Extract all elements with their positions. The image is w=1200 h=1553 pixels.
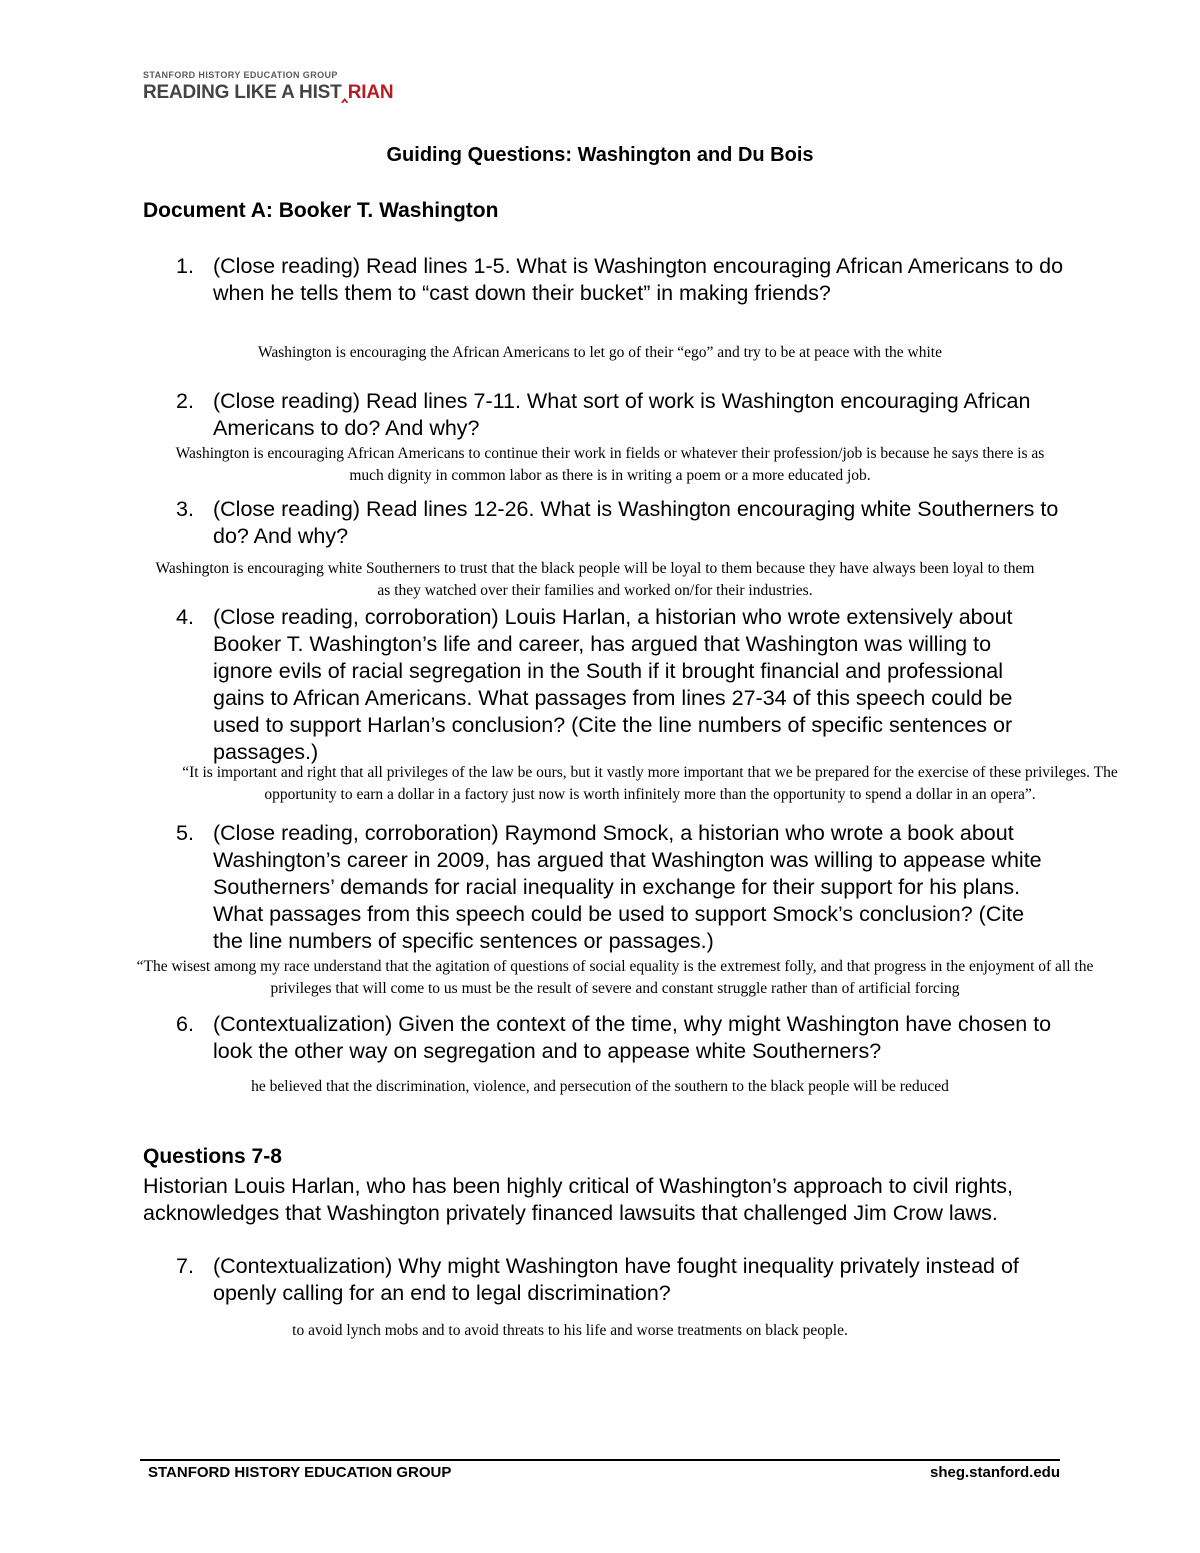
question-text: (Close reading) Read lines 7-11. What sort of work is Washington encouraging African Americans to do? And why? (213, 389, 1031, 440)
question-4 (176, 604, 1056, 766)
logo-o-mark-icon: ‸ (341, 82, 348, 103)
question-text: (Close reading, corroboration) Raymond Smock, a historian who wrote a book about Washington’s career in 2009, has argued that Washington was willing to appease white Southerners’ demands for racial inequality in exchange for their support for his plans. What passages from this speech could be used to support Smock’s conclusion? (Cite the line numbers of specific sentences or passages.) (213, 821, 1042, 953)
answer-1: Washington is encouraging the African Americans to let go of their “ego” and try to be at peace with the white (258, 344, 942, 361)
question-text: (Close reading) Read lines 12-26. What is Washington encouraging white Southerners to do? And why? (213, 497, 1059, 548)
answer-3: Washington is encouraging white Southerners to trust that the black people will be loyal to them because they have always been loyal to them as they watched over their families and worked on/for their industries. (155, 560, 1035, 599)
question-2 (176, 388, 1076, 442)
question-number: 3. (176, 497, 194, 521)
question-number: 2. (176, 389, 194, 413)
answer-6: he believed that the discrimination, violence, and persecution of the southern to the black people will be reduced (251, 1078, 949, 1095)
logo-title (143, 81, 393, 104)
question-number: 7. (176, 1254, 194, 1278)
question-3 (176, 496, 1076, 550)
answer-5: “The wisest among my race understand that the agitation of questions of social equality is the extremest folly, and that progress in the enjoyment of all the privileges that will come to us must be the result of severe and constant struggle rather than of artificial forcing (136, 958, 1094, 997)
question-7 (176, 1253, 1076, 1307)
question-number: 1. (176, 254, 194, 278)
answer-7: to avoid lynch mobs and to avoid threats to his life and worse treatments on black people. (292, 1322, 848, 1339)
answer-2: Washington is encouraging African Americans to continue their work in fields or whatever their profession/job is because he says there is as much dignity in common labor as there is in writing a poem or a more educated job. (175, 445, 1045, 484)
question-text: (Close reading) Read lines 1-5. What is Washington encouraging African Americans to do when he tells them to “cast down their bucket” in making friends? (213, 254, 1064, 305)
question-1 (176, 253, 1076, 307)
question-5 (176, 820, 1056, 955)
question-6 (176, 1011, 1076, 1065)
logo-subtitle: STANFORD HISTORY EDUCATION GROUP (143, 70, 338, 80)
question-text: (Contextualization) Given the context of the time, why might Washington have chosen to look the other way on segregation and to appease white Southerners? (213, 1012, 1052, 1063)
answer-4: “It is important and right that all privileges of the law be ours, but it vastly more important that we be prepared for the exercise of these privileges. The opportunity to earn a dollar in a factory just now is worth infinitely more than the opportunity to spend a dollar in an opera”. (182, 764, 1118, 803)
footer-divider (140, 1459, 1060, 1461)
footer-website: sheg.stanford.edu (929, 1464, 1060, 1481)
section-heading-questions-7-8: Questions 7-8 (143, 1145, 282, 1168)
question-text: (Contextualization) Why might Washington have fought inequality privately instead of openly calling for an end to legal discrimination? (213, 1254, 1019, 1305)
footer-organization: STANFORD HISTORY EDUCATION GROUP (148, 1464, 452, 1481)
reading-like-a-historian-logo (143, 70, 393, 104)
logo-title-part1: READING LIKE A HIST (143, 82, 342, 103)
question-number: 4. (176, 605, 194, 629)
logo-title-part2: RIAN (347, 82, 394, 103)
section-intro: Historian Louis Harlan, who has been highly critical of Washington’s approach to civil rights, acknowledges that Washington privately financed lawsuits that challenged Jim Crow laws. (143, 1174, 1013, 1225)
question-number: 5. (176, 821, 194, 845)
page-title: Guiding Questions: Washington and Du Bois (386, 144, 814, 166)
document-heading: Document A: Booker T. Washington (143, 199, 499, 222)
question-number: 6. (176, 1012, 194, 1036)
question-text: (Close reading, corroboration) Louis Harlan, a historian who wrote extensively about Booker T. Washington’s life and career, has argued that Washington was willing to ignore evils of racial segregation in the South if it brought financial and professional gains to African Americans. What passages from lines 27-34 of this speech could be used to support Harlan’s conclusion? (Cite the line numbers of specific sentences or passages.) (213, 605, 1013, 764)
